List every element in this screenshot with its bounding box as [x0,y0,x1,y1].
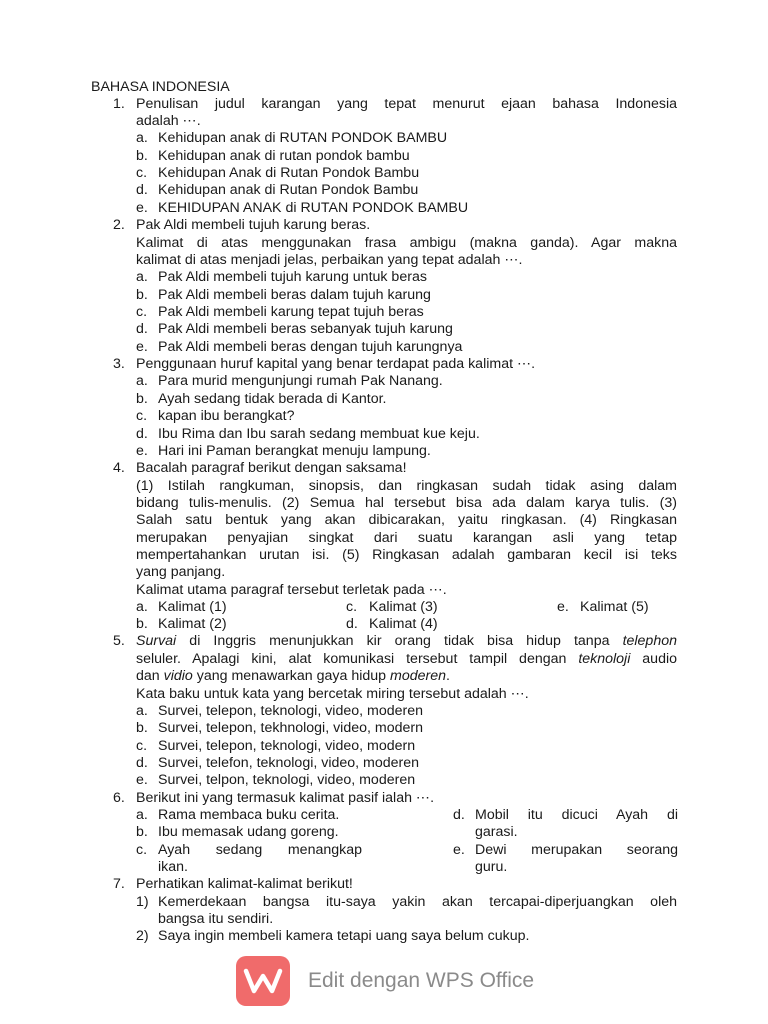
q5-word-teknoloji: teknoloji [578,651,631,667]
q6-opt-a-label: a. [136,807,148,823]
q4-opt-e-label: e. [557,599,569,615]
q1-stem-line2: adalah ⋯. [136,113,201,129]
q6-opt-e-line2: guru. [475,859,508,875]
q5-opt-e: Survei, telpon, teknologi, video, moderen [158,772,416,788]
q5-stem-line2 [136,651,677,668]
doc-title: BAHASA INDONESIA [91,79,230,95]
q2-opt-d: Pak Aldi membeli beras sebanyak tujuh karung [158,321,453,337]
q6-stem-line1: Berikut ini yang termasuk kalimat pasif ialah ⋯. [136,790,435,806]
q1-number: 1. [113,96,125,112]
q3-opt-e-label: e. [136,443,148,459]
q4-opt-d: Kalimat (4) [369,616,438,632]
q5-opt-e-label: e. [136,772,148,788]
q3-opt-d: Ibu Rima dan Ibu sarah sedang membuat kue keju. [158,426,480,442]
q5-opt-c: Survei, telepon, teknologi, video, modern [158,738,416,754]
q6-opt-d-line1: Mobil itu dicuci Ayah di [475,807,678,823]
q5-stem-line1 [136,633,677,650]
q5-opt-b: Survei, telepon, tekhnologi, video, modern [158,720,423,736]
q7-sentence2-number: 2) [136,928,149,944]
q4-opt-a: Kalimat (1) [158,599,227,615]
q4-opt-b: Kalimat (2) [158,616,227,632]
q4-opt-e: Kalimat (5) [580,599,649,615]
q5-opt-a-label: a. [136,703,148,719]
q6-opt-b-label: b. [136,824,148,840]
q3-opt-b: Ayah sedang tidak berada di Kantor. [158,391,387,407]
q4-paragraph-line1: (1) Istilah rangkuman, sinopsis, dan ringkasan sudah tidak asing dalam [136,478,677,494]
q3-opt-a: Para murid mengunjungi rumah Pak Nanang. [158,373,443,389]
q5-word-vidio: vidio [163,668,193,684]
q1-opt-c: Kehidupan Anak di Rutan Pondok Bambu [158,165,420,181]
q4-opt-a-label: a. [136,599,148,615]
q5-opt-b-label: b. [136,720,148,736]
q3-opt-d-label: d. [136,426,148,442]
q5-number: 5. [113,633,125,649]
q6-opt-e-label: e. [453,842,465,858]
q5-word-survai: Survai [136,633,177,649]
q5-text-3: audio [630,651,677,667]
wps-edit-banner[interactable] [236,955,556,1007]
q2-opt-e: Pak Aldi membeli beras dengan tujuh karungnya [158,339,463,355]
wps-logo-icon [236,956,290,1006]
q3-opt-e: Hari ini Paman berangkat menuju lampung. [158,443,431,459]
q4-paragraph-line4: merupakan penyajian singkat dari suatu karangan asli yang tetap [136,530,677,546]
q5-stem-line3 [136,668,450,685]
q1-stem-line1: Penulisan judul karangan yang tepat menurut ejaan bahasa Indonesia [136,96,677,112]
q1-opt-a: Kehidupan anak di RUTAN PONDOK BAMBU [158,130,448,146]
q4-paragraph-line6: yang panjang. [136,564,226,580]
q1-opt-c-label: c. [136,165,148,181]
q1-opt-b: Kehidupan anak di rutan pondok bambu [158,148,410,164]
q4-stem-line2: Kalimat utama paragraf tersebut terletak pada ⋯. [136,582,447,598]
q5-word-telephon: telephon [622,633,677,649]
q5-stem-line4: Kata baku untuk kata yang bercetak miring tersebut adalah ⋯. [136,686,529,702]
q6-opt-a: Rama membaca buku cerita. [158,807,340,823]
q5-text-2: seluler. Apalagi kini, alat komunikasi tersebut tampil dengan [136,651,579,667]
q7-sentence1-line1: Kemerdekaan bangsa itu-saya yakin akan tercapai-diperjuangkan oleh [158,894,677,910]
q7-sentence1-line2: bangsa itu sendiri. [158,911,274,927]
q7-sentence1-number: 1) [136,894,149,910]
q2-opt-a-label: a. [136,269,148,285]
q4-paragraph-line5: mempertahankan urutan isi. (5) Ringkasan adalah gambaran kecil isi teks [136,547,677,563]
q2-opt-b: Pak Aldi membeli beras dalam tujuh karung [158,287,431,303]
q2-stem-line2: Kalimat di atas menggunakan frasa ambigu (makna ganda). Agar makna [136,235,677,251]
q3-stem-line1: Penggunaan huruf kapital yang benar terdapat pada kalimat ⋯. [136,356,536,372]
q6-opt-e-line1: Dewi merupakan seorang [475,842,678,858]
q2-opt-e-label: e. [136,339,148,355]
q1-opt-d-label: d. [136,182,148,198]
q2-opt-c: Pak Aldi membeli karung tepat tujuh beras [158,304,424,320]
q7-number: 7. [113,876,125,892]
q5-word-moderen: moderen [390,668,446,684]
q4-paragraph-line2: bidang tulis-menulis. (2) Semua hal tersebut bisa ada dalam karya tulis. (3) [136,495,677,511]
wps-w-glyph [243,967,283,995]
q5-text-5: yang menawarkan gaya hidup [192,668,390,684]
q5-opt-c-label: c. [136,738,148,754]
q1-opt-d: Kehidupan anak di Rutan Pondok Bambu [158,182,419,198]
q5-opt-d: Survei, telefon, teknologi, video, moderen [158,755,420,771]
q2-opt-b-label: b. [136,287,148,303]
q3-opt-b-label: b. [136,391,148,407]
q2-opt-d-label: d. [136,321,148,337]
q6-opt-b: Ibu memasak udang goreng. [158,824,339,840]
q5-text-6: . [446,668,450,684]
q7-sentence2-line1: Saya ingin membeli kamera tetapi uang saya belum cukup. [158,928,530,944]
q5-opt-a: Survei, telepon, teknologi, video, moderen [158,703,423,719]
q6-opt-d-label: d. [453,807,465,823]
q1-opt-a-label: a. [136,130,148,146]
q4-number: 4. [113,460,125,476]
q3-opt-c: kapan ibu berangkat? [158,408,295,424]
q6-opt-c-line2: ikan. [158,859,188,875]
q5-opt-d-label: d. [136,755,148,771]
q1-opt-e: KEHIDUPAN ANAK di RUTAN PONDOK BAMBU [158,200,469,216]
q2-opt-c-label: c. [136,304,148,320]
q4-opt-c: Kalimat (3) [369,599,438,615]
q3-opt-a-label: a. [136,373,148,389]
q5-text-1: di Inggris menunjukkan kir orang tidak bisa hidup tanpa [176,633,623,649]
q4-opt-d-label: d. [346,616,358,632]
q6-opt-c-line1: Ayah sedang menangkap [158,842,362,858]
q1-opt-e-label: e. [136,200,148,216]
q6-opt-c-label: c. [136,842,148,858]
q7-stem-line1: Perhatikan kalimat-kalimat berikut! [136,876,353,892]
q4-opt-b-label: b. [136,616,148,632]
q2-stem-line3: kalimat di atas menjadi jelas, perbaikan yang tepat adalah ⋯. [136,252,523,268]
q4-paragraph-line3: Salah satu bentuk yang akan dibicarakan, yaitu ringkasan. (4) Ringkasan [136,512,677,528]
q2-stem-line1: Pak Aldi membeli tujuh karung beras. [136,217,371,233]
q4-stem-line1: Bacalah paragraf berikut dengan saksama! [136,460,407,476]
q6-number: 6. [113,790,125,806]
q5-text-4: dan [136,668,164,684]
q3-opt-c-label: c. [136,408,148,424]
q6-opt-d-line2: garasi. [475,824,518,840]
q3-number: 3. [113,356,125,372]
wps-edit-text[interactable]: Edit dengan WPS Office [308,969,535,992]
q1-opt-b-label: b. [136,148,148,164]
q4-opt-c-label: c. [346,599,358,615]
q2-opt-a: Pak Aldi membeli tujuh karung untuk beras [158,269,427,285]
q2-number: 2. [113,217,125,233]
